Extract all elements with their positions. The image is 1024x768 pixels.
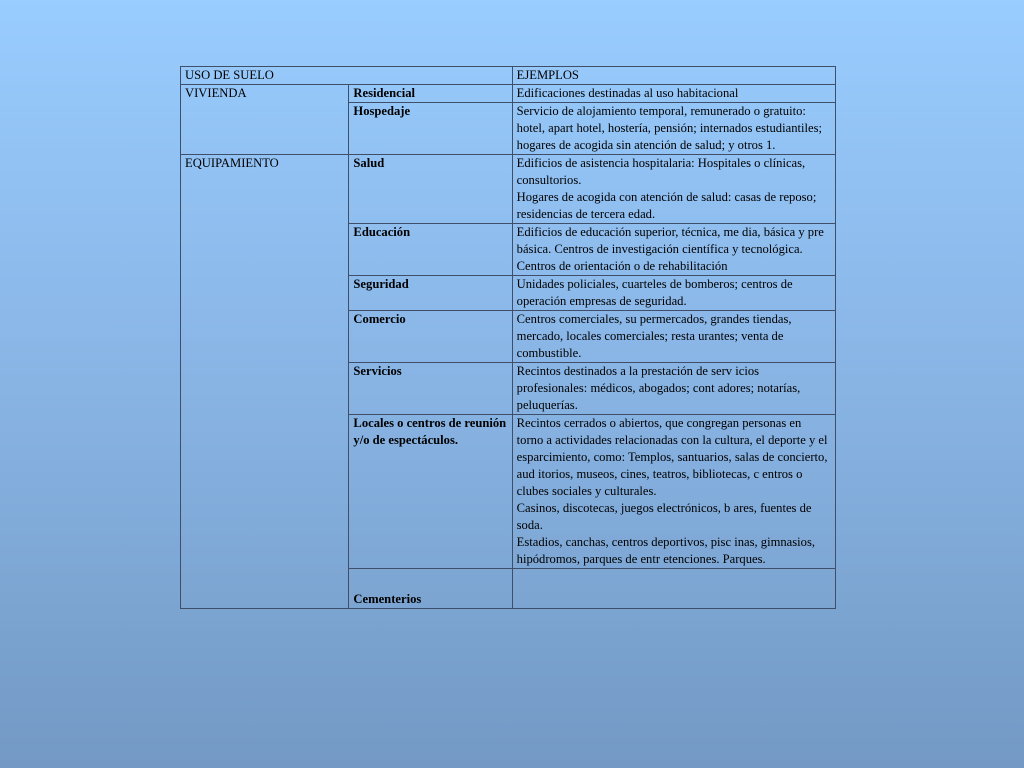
examples-cell — [512, 103, 835, 155]
examples-cell — [512, 311, 835, 363]
subtype-cell: Residencial — [349, 85, 512, 103]
subtype-cell: Servicios — [349, 363, 512, 415]
category-cell: VIVIENDA — [181, 85, 349, 155]
subtype-cell: Hospedaje — [349, 103, 512, 155]
subtype-cell: Locales o centros de reunión y/o de espectáculos. — [349, 415, 512, 569]
example-text: Estadios, canchas, centros deportivos, pisc inas, gimnasios, hipódromos, parques de entr etenciones. Parques. — [516, 535, 816, 566]
example-text: Centros de orientación o de rehabilitación — [516, 259, 728, 273]
subtype-cell: Comercio — [349, 311, 512, 363]
examples-cell — [512, 415, 835, 569]
table-header-row — [181, 67, 836, 85]
examples-cell — [512, 363, 835, 415]
category-cell: EQUIPAMIENTO — [181, 155, 349, 609]
example-text: Hogares de acogida con atención de salud: casas de reposo; residencias de tercera edad. — [516, 190, 817, 221]
subtype-cell: Cementerios — [349, 569, 512, 609]
example-text: Edificios de educación superior, técnica, me dia, básica y pre básica. Centros de investigación científica y tecnológica. — [516, 225, 824, 256]
examples-cell — [512, 85, 835, 103]
example-text: Servicio de alojamiento temporal, remunerado o gratuito: hotel, apart hotel, hostería, pensión; internados estudiantiles; hogares de acogida sin atención de salud; y otros 1. — [516, 104, 822, 152]
example-text: Unidades policiales, cuarteles de bomberos; centros de operación empresas de seguridad. — [516, 277, 793, 308]
examples-cell — [512, 155, 835, 224]
land-use-table — [180, 66, 836, 609]
example-text: Recintos cerrados o abiertos, que congregan personas en torno a actividades relacionadas con la cultura, el deporte y el esparcimiento, como: Templos, santuarios, salas de concierto, aud itorios, museos, cines, teatros, bibliotecas, c entros o clubes sociales y culturales. — [516, 416, 828, 498]
subtype-cell: Salud — [349, 155, 512, 224]
example-text: Edificaciones destinadas al uso habitacional — [516, 86, 739, 100]
table-row — [181, 155, 836, 224]
example-text: Centros comerciales, su permercados, grandes tiendas, mercado, locales comerciales; resta urantes; venta de combustible. — [516, 312, 792, 360]
table-row — [181, 85, 836, 103]
examples-cell — [512, 276, 835, 311]
header-uso-de-suelo: USO DE SUELO — [181, 67, 513, 85]
example-text: Edificios de asistencia hospitalaria: Hospitales o clínicas, consultorios. — [516, 156, 806, 187]
examples-cell — [512, 224, 835, 276]
example-text: Recintos destinados a la prestación de serv icios profesionales: médicos, abogados; cont adores; notarías, peluquerías. — [516, 364, 801, 412]
subtype-cell: Educación — [349, 224, 512, 276]
subtype-cell: Seguridad — [349, 276, 512, 311]
header-ejemplos: EJEMPLOS — [512, 67, 835, 85]
examples-cell — [512, 569, 835, 609]
example-text: Casinos, discotecas, juegos electrónicos, b ares, fuentes de soda. — [516, 501, 812, 532]
